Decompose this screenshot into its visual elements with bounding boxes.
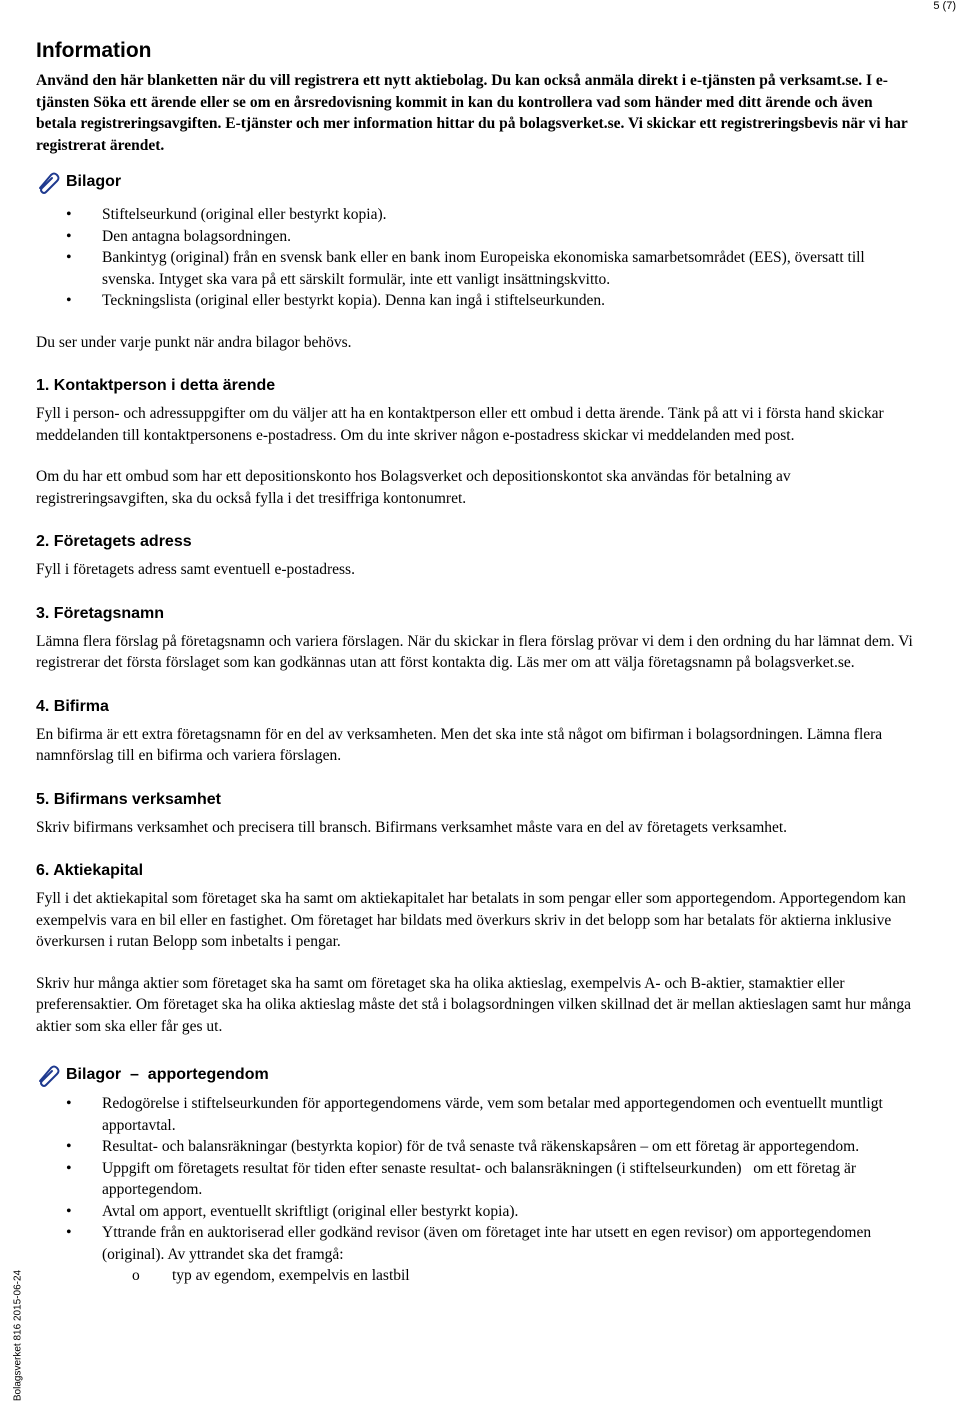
- paperclip-icon: [36, 1063, 62, 1087]
- list-item: • Den antagna bolagsordningen.: [36, 226, 916, 248]
- page-number: 5 (7): [933, 0, 956, 12]
- bilagor-apport-label: Bilagor – apportegendom: [66, 1066, 269, 1083]
- section-paragraph: Om du har ett ombud som har ett depositionskonto hos Bolagsverket och depositionskontot ska användas för betalning av registreringsavgiften, ska du också fylla i det tresiffriga kontonumret.: [36, 468, 791, 507]
- bilagor-note: Du ser under varje punkt när andra bilagor behövs.: [36, 333, 352, 351]
- sub-list-item: o typ av egendom, exempelvis en lastbil: [36, 1265, 916, 1287]
- list-item: • Stiftelseurkund (original eller bestyrkt kopia).: [36, 204, 916, 226]
- bilagor-list: [36, 204, 916, 312]
- section-paragraph: Fyll i det aktiekapital som företaget ska ha samt om aktiekapitalet har betalats in som pengar eller som apportegendom. Apportegendom kan exempelvis vara en bil eller en fastighet. Om företaget har bildats med överkurs skriv in det belopp som har betalats för aktierna inklusive överkursen i rutan Belopp som inbetalts i pengar.: [36, 890, 906, 950]
- list-item: • Redogörelse i stiftelseurkunden för apportegendomens värde, vem som betalar med apportegendomen och eventuellt muntligt apportavtal.: [36, 1093, 916, 1136]
- information-title: Information: [36, 39, 152, 62]
- list-item: • Bankintyg (original) från en svensk bank eller en bank inom Europeiska ekonomiska samarbetsområdet (EES), översatt till svenska. Intyget ska vara på ett särskilt formulär, inte ett vanligt insättningskvitto.: [36, 247, 916, 290]
- bilagor-apport-header: [36, 1061, 916, 1089]
- list-item: • Yttrande från en auktoriserad eller godkänd revisor (även om företaget inte har utsett en egen revisor) om apportegendomen (original). Av yttrandet ska det framgå:: [36, 1222, 916, 1265]
- section-title: 5. Bifirmans verksamhet: [36, 790, 221, 808]
- list-item: • Uppgift om företagets resultat för tiden efter senaste resultat- och balansräkningen (i stiftelseurkunden) om ett företag är apportegendom.: [36, 1158, 916, 1201]
- section-paragraph: En bifirma är ett extra företagsnamn för en del av verksamheten. Men det ska inte stå något om bifirman i bolagsordningen. Lämna flera namnförslag till en bifirma och variera förslagen.: [36, 725, 883, 764]
- section-title: 1. Kontaktperson i detta ärende: [36, 377, 276, 394]
- list-item: • Avtal om apport, eventuellt skriftligt (original eller bestyrkt kopia).: [36, 1201, 916, 1223]
- section-title: 6. Aktiekapital: [36, 862, 144, 879]
- section-title: 4. Bifirma: [36, 697, 109, 715]
- bilagor-apport-list: [36, 1093, 916, 1287]
- document-content: [36, 38, 916, 1287]
- side-footer: Bolagsverket 816 2015-06-24: [12, 1269, 24, 1402]
- section-paragraph: Fyll i person- och adressuppgifter om du väljer att ha en kontaktperson eller ett ombud i detta ärende. Tänk på att vi i första hand skickar meddelanden till kontaktpersonens e-postadress. Om du inte skriver någon e-postadress skickar vi meddelanden med post.: [36, 405, 884, 444]
- section-paragraph: Lämna flera förslag på företagsnamn och variera förslagen. När du skickar in flera förslag prövar vi dem i den ordning du har lämnat dem. Vi registrerar det första förslaget som kan godkännas utan att först kontakta dig. Läs mer om att välja företagsnamn på bolagsverket.se.: [36, 632, 913, 671]
- section-title: 2. Företagets adress: [36, 533, 192, 550]
- section-title: 3. Företagsnamn: [36, 604, 165, 622]
- section-paragraph: Skriv hur många aktier som företaget ska ha samt om företaget ska ha olika aktieslag, exempelvis A- och B-aktier, stamaktier eller preferensaktier. Om företaget ska ha olika aktieslag måste det stå i bolagsordningen vilken skillnad det är mellan aktieslagen samt hur många aktier som ska eller får ges ut.: [36, 974, 912, 1035]
- list-item: • Resultat- och balansräkningar (bestyrkta kopior) för de två senaste två räkenskapsåren – om ett företag är apportegendom.: [36, 1136, 916, 1158]
- bilagor-header: [36, 168, 916, 196]
- bilagor-label: Bilagor: [66, 173, 122, 190]
- paperclip-icon: [36, 170, 62, 194]
- list-item: • Teckningslista (original eller bestyrkt kopia). Denna kan ingå i stiftelseurkunden.: [36, 290, 916, 312]
- section-paragraph: Skriv bifirmans verksamhet och precisera till bransch. Bifirmans verksamhet måste vara en del av företagets verksamhet.: [36, 818, 788, 836]
- section-paragraph: Fyll i företagets adress samt eventuell e-postadress.: [36, 561, 355, 578]
- information-paragraph: Använd den här blanketten när du vill registrera ett nytt aktiebolag. Du kan också anmäla direkt i e-tjänsten på verksamt.se. I e-tjänsten Söka ett ärende eller se om en årsredovisning kommit in kan du kontrollera vad som händer med ditt ärende och även betala registreringsavgiften. E-tjänster och mer information hittar du på bolagsverket.se. Vi skickar ett registreringsbevis när vi har registrerat ärendet.: [36, 72, 908, 154]
